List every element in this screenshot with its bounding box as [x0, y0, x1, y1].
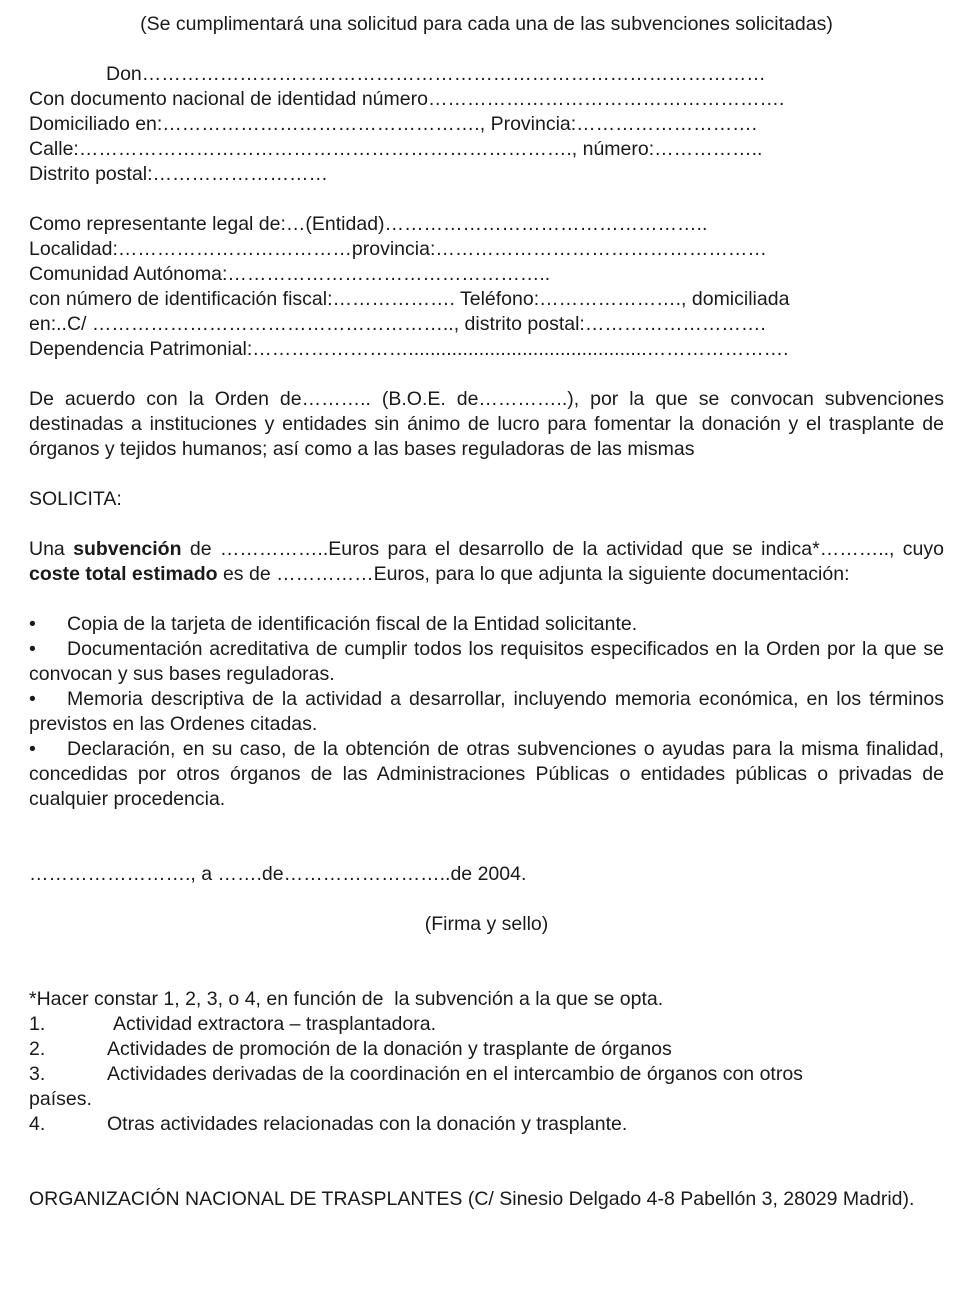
list-item	[29, 612, 944, 637]
field-dni: Con documento nacional de identidad número……………………………………………….	[29, 88, 785, 110]
field-nif: con número de identificación fiscal:………………. Teléfono:…………………., domiciliada	[29, 288, 790, 310]
field-comunidad: Comunidad Autónoma:…………………………………………..	[29, 263, 551, 285]
subvencion-text-2: de ……………..Euros para el desarrollo de la actividad que se indica*……….., cuyo	[181, 538, 944, 560]
documentation-list	[29, 612, 944, 812]
footnote-item	[29, 1062, 944, 1087]
list-item-text: Declaración, en su caso, de la obtención de otras subvenciones o ayudas para la misma finalidad, concedidas por otros órganos de las Administraciones Públicas o entidades públicas o privadas de cualquier procedencia.	[29, 738, 944, 810]
subvencion-paragraph	[29, 537, 944, 587]
list-item	[29, 687, 944, 737]
organization-address: ORGANIZACIÓN NACIONAL DE TRASPLANTES (C/ Sinesio Delgado 4-8 Pabellón 3, 28029 Madrid).	[29, 1188, 915, 1210]
footnote-item	[29, 1112, 944, 1137]
footnote-item-number: 3.	[29, 1063, 46, 1085]
signature-label: (Firma y sello)	[424, 913, 549, 935]
list-item-text: Copia de la tarjeta de identificación fiscal de la Entidad solicitante.	[67, 613, 638, 635]
footnote-item-number: 2.	[29, 1038, 46, 1060]
application-form	[29, 12, 944, 1212]
subvencion-bold-1: subvención	[73, 538, 182, 560]
field-entidad: Como representante legal de:…(Entidad)…………………………………………..	[29, 213, 708, 235]
footnote-item	[29, 1037, 944, 1062]
field-direccion: en:..C/ ……………………………………………….., distrito postal:……………………….	[29, 313, 766, 335]
header-note: (Se cumplimentará una solicitud para cada una de las subvenciones solicitadas)	[140, 13, 833, 35]
list-item-text: Documentación acreditativa de cumplir todos los requisitos especificados en la Orden por la que se convocan y sus bases reguladoras.	[29, 638, 944, 685]
footnote-item-text: Otras actividades relacionadas con la donación y trasplante.	[107, 1113, 628, 1135]
list-item	[29, 737, 944, 812]
field-don: Don……………………………………………………………………………………	[106, 63, 766, 85]
subvencion-text-1: Una	[29, 538, 74, 560]
footnote-intro: *Hacer constar 1, 2, 3, o 4, en función de la subvención a la que se opta.	[29, 988, 664, 1010]
bullet-icon: •	[29, 613, 36, 635]
footnote-item-text: Actividades derivadas de la coordinación en el intercambio de órganos con otros	[107, 1063, 803, 1085]
footnote-item-continuation: países.	[29, 1088, 92, 1110]
list-item	[29, 637, 944, 687]
field-distrito-postal: Distrito postal:………………………	[29, 163, 329, 185]
footnote-item-number: 4.	[29, 1113, 46, 1135]
field-calle: Calle:…………………………………………………………………., número:……………..	[29, 138, 763, 160]
orden-paragraph: De acuerdo con la Orden de……….. (B.O.E. de…………..), por la que se convocan subvenciones destinadas a instituciones y entidades sin ánimo de lucro para fomentar la donación y el trasplante de órganos y tejidos humanos; así como a las bases reguladoras de las mismas	[29, 388, 944, 460]
bullet-icon: •	[29, 738, 36, 760]
representative-section	[29, 212, 944, 362]
date-line: ……………………., a …….de……………………..de 2004.	[29, 863, 527, 885]
subvencion-bold-2: coste total estimado	[29, 563, 218, 585]
footnote-item-text: Actividades de promoción de la donación y trasplante de órganos	[107, 1038, 672, 1060]
field-domicilio: Domiciliado en:…………………………………………., Provincia:……………………….	[29, 113, 758, 135]
solicita-heading: SOLICITA:	[29, 488, 122, 510]
applicant-section	[29, 62, 944, 187]
footnote	[29, 987, 944, 1137]
footnote-item-text: Actividad extractora – trasplantadora.	[113, 1013, 437, 1035]
subvencion-text-3: es de ……………Euros, para lo que adjunta la siguiente documentación:	[217, 563, 850, 585]
list-item-text: Memoria descriptiva de la actividad a desarrollar, incluyendo memoria económica, en los términos previstos en las Ordenes citadas.	[29, 688, 944, 735]
bullet-icon: •	[29, 638, 36, 660]
footnote-item	[29, 1012, 944, 1037]
footnote-item-number: 1.	[29, 1013, 46, 1035]
field-dependencia: Dependencia Patrimonial:……………………............................................………………….	[29, 338, 789, 360]
bullet-icon: •	[29, 688, 36, 710]
field-localidad: Localidad:………………………………provincia:……………………………………………	[29, 238, 767, 260]
